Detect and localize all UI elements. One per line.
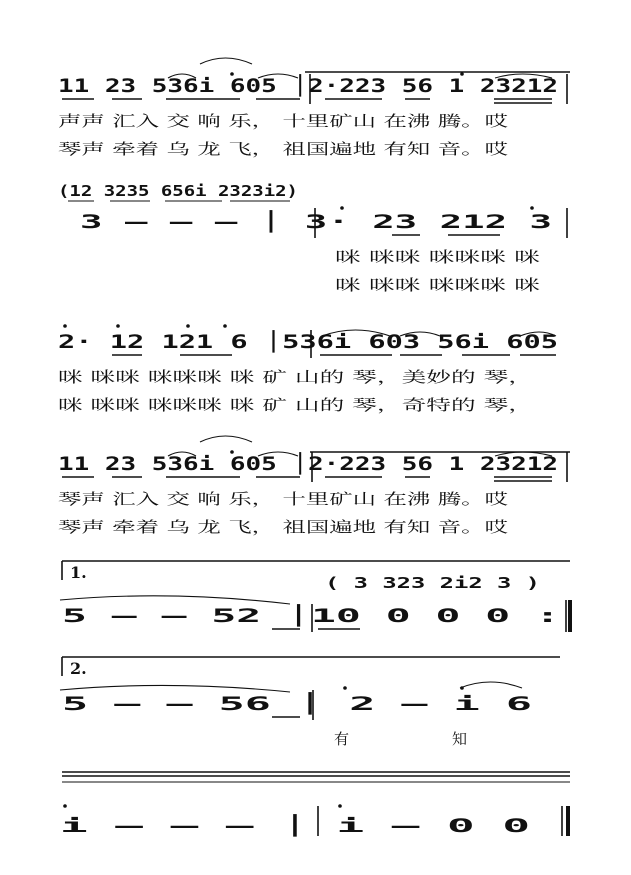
system-3-lyrics-verse-1: 咪 咪咪 咪咪咪 咪 矿 山的 琴，美妙的 琴，	[58, 368, 533, 386]
first-ending-parenthetical-notes: ( 3 323 2i2 3 )	[325, 574, 540, 592]
final-system-notes: i — — — │ i — 0 0	[60, 815, 255, 837]
system-1-lyrics-verse-1: 声声 汇入 交 响 乐， 十里矿山 在沸 腾。哎	[58, 112, 508, 130]
system-1-lyrics-verse-2: 琴声 牵着 乌 龙 飞， 祖国遍地 有知 音。哎	[58, 140, 508, 158]
system-2	[58, 182, 567, 294]
first-ending	[60, 561, 570, 632]
first-ending-label: 1.	[70, 563, 87, 582]
system-2-lyrics-verse-2: 咪 咪咪 咪咪咪 咪	[335, 276, 540, 294]
system-2-lyrics-verse-1: 咪 咪咪 咪咪咪 咪	[335, 248, 540, 266]
system-4	[58, 436, 570, 536]
system-3-lyrics-verse-2: 咪 咪咪 咪咪咪 咪 矿 山的 琴，奇特的 琴，	[58, 396, 533, 414]
second-ending-notes: 5 — — 56 │ 2 — i 6	[62, 693, 268, 715]
system-2-notes: 3 — — — │ 3· 23 212 3	[80, 211, 321, 233]
system-1	[58, 58, 570, 158]
system-4-notes: 11 23 536i 605 │2·223 56 1 23212	[58, 453, 425, 475]
second-ending-label: 2.	[70, 659, 87, 678]
second-ending-lyric-b: 知	[452, 730, 468, 748]
system-4-lyrics-verse-1: 琴声 汇入 交 响 乐， 十里矿山 在沸 腾。哎	[58, 490, 508, 508]
system-4-lyrics-verse-2: 琴声 牵着 乌 龙 飞， 祖国遍地 有知 音。哎	[58, 518, 508, 536]
system-1-notes: 11 23 536i 605 │2·223 56 1 23212	[58, 75, 425, 97]
second-ending-lyric-a: 有	[334, 730, 350, 748]
system-3-notes: 2· 12 121 6 │536i 603 56i 605	[58, 331, 390, 353]
system-3	[58, 324, 558, 414]
system-2-intro-notes: (12 3235 656i 2323i2)	[58, 182, 298, 200]
first-ending-notes: 5 — — 52 │10 0 0 0 :	[62, 605, 291, 627]
final-system	[60, 772, 570, 837]
second-ending	[60, 657, 560, 748]
